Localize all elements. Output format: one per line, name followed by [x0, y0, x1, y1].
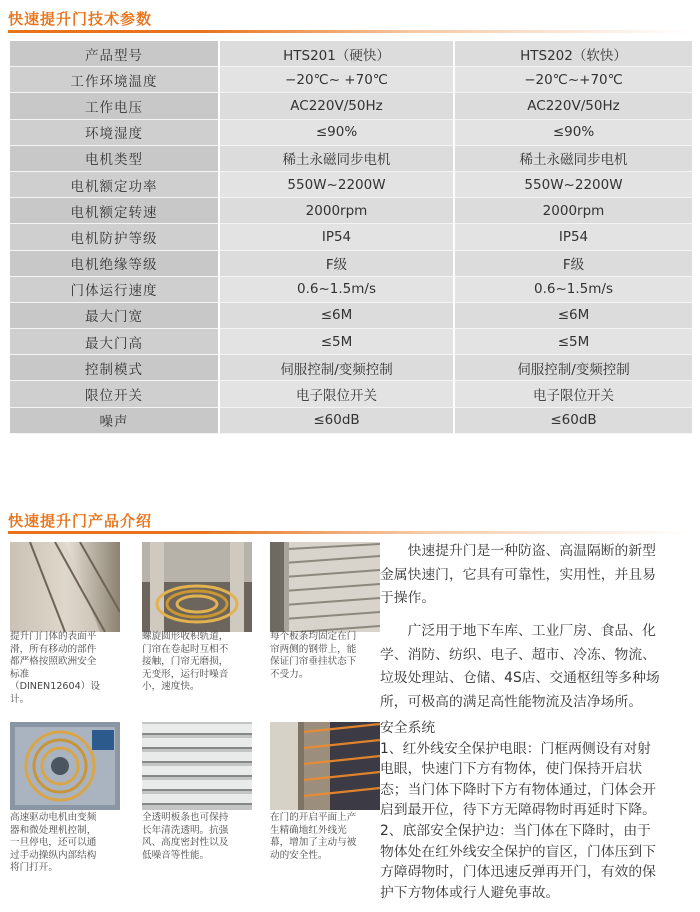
safety-heading: 安全系统 — [380, 720, 436, 736]
spec-row — [10, 329, 692, 355]
caption-infrared-curtain: 在门的开启平面上产 生精确地红外线光 幕，增加了主动与被 动的安全性。 — [270, 812, 357, 861]
spec-value: ≤90% — [218, 120, 453, 146]
spec-value: F级 — [453, 251, 692, 277]
intro-paragraph-1: 快速提升门是一种防盗、高温隔断的新型 金属快速门，它具有可靠性，实用性，并且易 于操作。 — [380, 543, 656, 606]
spec-table — [10, 41, 692, 434]
spec-row — [10, 41, 692, 67]
spec-label: 电机额定转速 — [10, 198, 218, 224]
spec-title-rule — [8, 30, 692, 33]
spec-value: 550W~2200W — [453, 172, 692, 198]
spec-row — [10, 67, 692, 93]
drive-motor-photo — [10, 722, 120, 810]
intro-section-title: 快速提升门产品介绍 — [8, 512, 153, 530]
caption-slat-band: 每个板条均固定在门 帘两侧的钢带上，能 保证门帘垂挂状态下 不受力。 — [270, 631, 357, 680]
caption-drive-motor: 高速驱动电机由变频 器和微处理机控制， 一旦停电，还可以通 过手动操纵内部结构 将门打开。 — [10, 812, 97, 873]
caption-spiral-track: 螺旋圆形收积轨道， 门帘在卷起时互相不 接触，门帘无磨损， 无变形，运行时噪音 小，速度快。 — [142, 631, 229, 692]
spec-value: 稀土永磁同步电机 — [218, 146, 453, 172]
spec-value: 伺服控制/变频控制 — [453, 355, 692, 381]
spec-value: 稀土永磁同步电机 — [453, 146, 692, 172]
spec-value: 2000rpm — [453, 198, 692, 224]
spec-label: 工作电压 — [10, 93, 218, 119]
spec-row — [10, 198, 692, 224]
spec-row — [10, 172, 692, 198]
spec-label: 限位开关 — [10, 381, 218, 407]
slat-band-photo — [270, 542, 380, 632]
spec-value: HTS201（硬快） — [218, 41, 453, 67]
spec-value: ≤60dB — [453, 408, 692, 434]
spec-section-title: 快速提升门技术参数 — [8, 10, 153, 28]
spec-value: −20℃~ +70℃ — [218, 67, 453, 93]
spec-label: 产品型号 — [10, 41, 218, 67]
spec-value: 电子限位开关 — [218, 381, 453, 407]
spec-value: −20℃~+70℃ — [453, 67, 692, 93]
spec-row — [10, 146, 692, 172]
spec-label: 门体运行速度 — [10, 277, 218, 303]
spec-value: IP54 — [453, 224, 692, 250]
spec-value: ≤6M — [453, 303, 692, 329]
spec-label: 电机绝缘等级 — [10, 251, 218, 277]
caption-transparent-slat: 全透明板条也可保持 长年清洗透明。抗强 风、高度密封性以及 低噪音等性能。 — [142, 812, 229, 861]
spec-label: 电机防护等级 — [10, 224, 218, 250]
door-surface-photo — [10, 542, 120, 632]
spec-value: ≤90% — [453, 120, 692, 146]
caption-door-surface: 提升门门体的表面平 滑，所有移动的部件 都严格按照欧洲安全 标准 （DINEN12604）设 计。 — [10, 631, 100, 705]
spec-value: ≤6M — [218, 303, 453, 329]
spec-label: 环境湿度 — [10, 120, 218, 146]
spec-value: 2000rpm — [218, 198, 453, 224]
spec-label: 噪声 — [10, 408, 218, 434]
spec-value: ≤5M — [453, 329, 692, 355]
spec-row — [10, 251, 692, 277]
infrared-curtain-photo — [270, 722, 380, 810]
spec-value: AC220V/50Hz — [218, 93, 453, 119]
intro-paragraph-2: 广泛用于地下车库、工业厂房、食品、化 学、消防、纺织、电子、超市、冷冻、物流、 垃圾处理站、仓储、4S店、交通枢纽等多种场 所，可极高的满足高性能物流及洁净场所。 — [380, 623, 660, 710]
spec-row — [10, 93, 692, 119]
spec-row — [10, 277, 692, 303]
spec-value: 伺服控制/变频控制 — [218, 355, 453, 381]
spec-label: 工作环境温度 — [10, 67, 218, 93]
spec-value: ≤5M — [218, 329, 453, 355]
spec-value: ≤60dB — [218, 408, 453, 434]
intro-title-rule — [8, 531, 692, 534]
spec-value: 电子限位开关 — [453, 381, 692, 407]
spec-value: AC220V/50Hz — [453, 93, 692, 119]
spec-label: 电机类型 — [10, 146, 218, 172]
spec-row — [10, 408, 692, 434]
spec-row — [10, 381, 692, 407]
spec-value: 550W~2200W — [218, 172, 453, 198]
spec-value: HTS202（软快） — [453, 41, 692, 67]
spec-value: 0.6~1.5m/s — [218, 277, 453, 303]
spec-label: 电机额定功率 — [10, 172, 218, 198]
spec-label: 最大门高 — [10, 329, 218, 355]
spec-row — [10, 303, 692, 329]
spec-value: F级 — [218, 251, 453, 277]
spec-row — [10, 120, 692, 146]
safety-system-text: 安全系统 1、红外线安全保护电眼：门框两侧设有对射 电眼，快速门下方有物体，使门保持开启状 态；当门体下降时下方有物体通过，门体会开 启到最开位，待下方无障碍物时再延时下降。 2、底部安全保护边：当门体在下降时，由于 物体处在红外线安全保护的盲区，门体压到下 方障碍物时，门体迅速反弹再开门，有效的保 护下方物体或行人避免事故。 — [380, 718, 690, 903]
transparent-slat-photo — [142, 722, 252, 810]
spec-label: 控制模式 — [10, 355, 218, 381]
spec-value: IP54 — [218, 224, 453, 250]
spec-row — [10, 355, 692, 381]
spec-row — [10, 224, 692, 250]
spec-label: 最大门宽 — [10, 303, 218, 329]
spiral-track-photo — [142, 542, 252, 632]
spec-value: 0.6~1.5m/s — [453, 277, 692, 303]
